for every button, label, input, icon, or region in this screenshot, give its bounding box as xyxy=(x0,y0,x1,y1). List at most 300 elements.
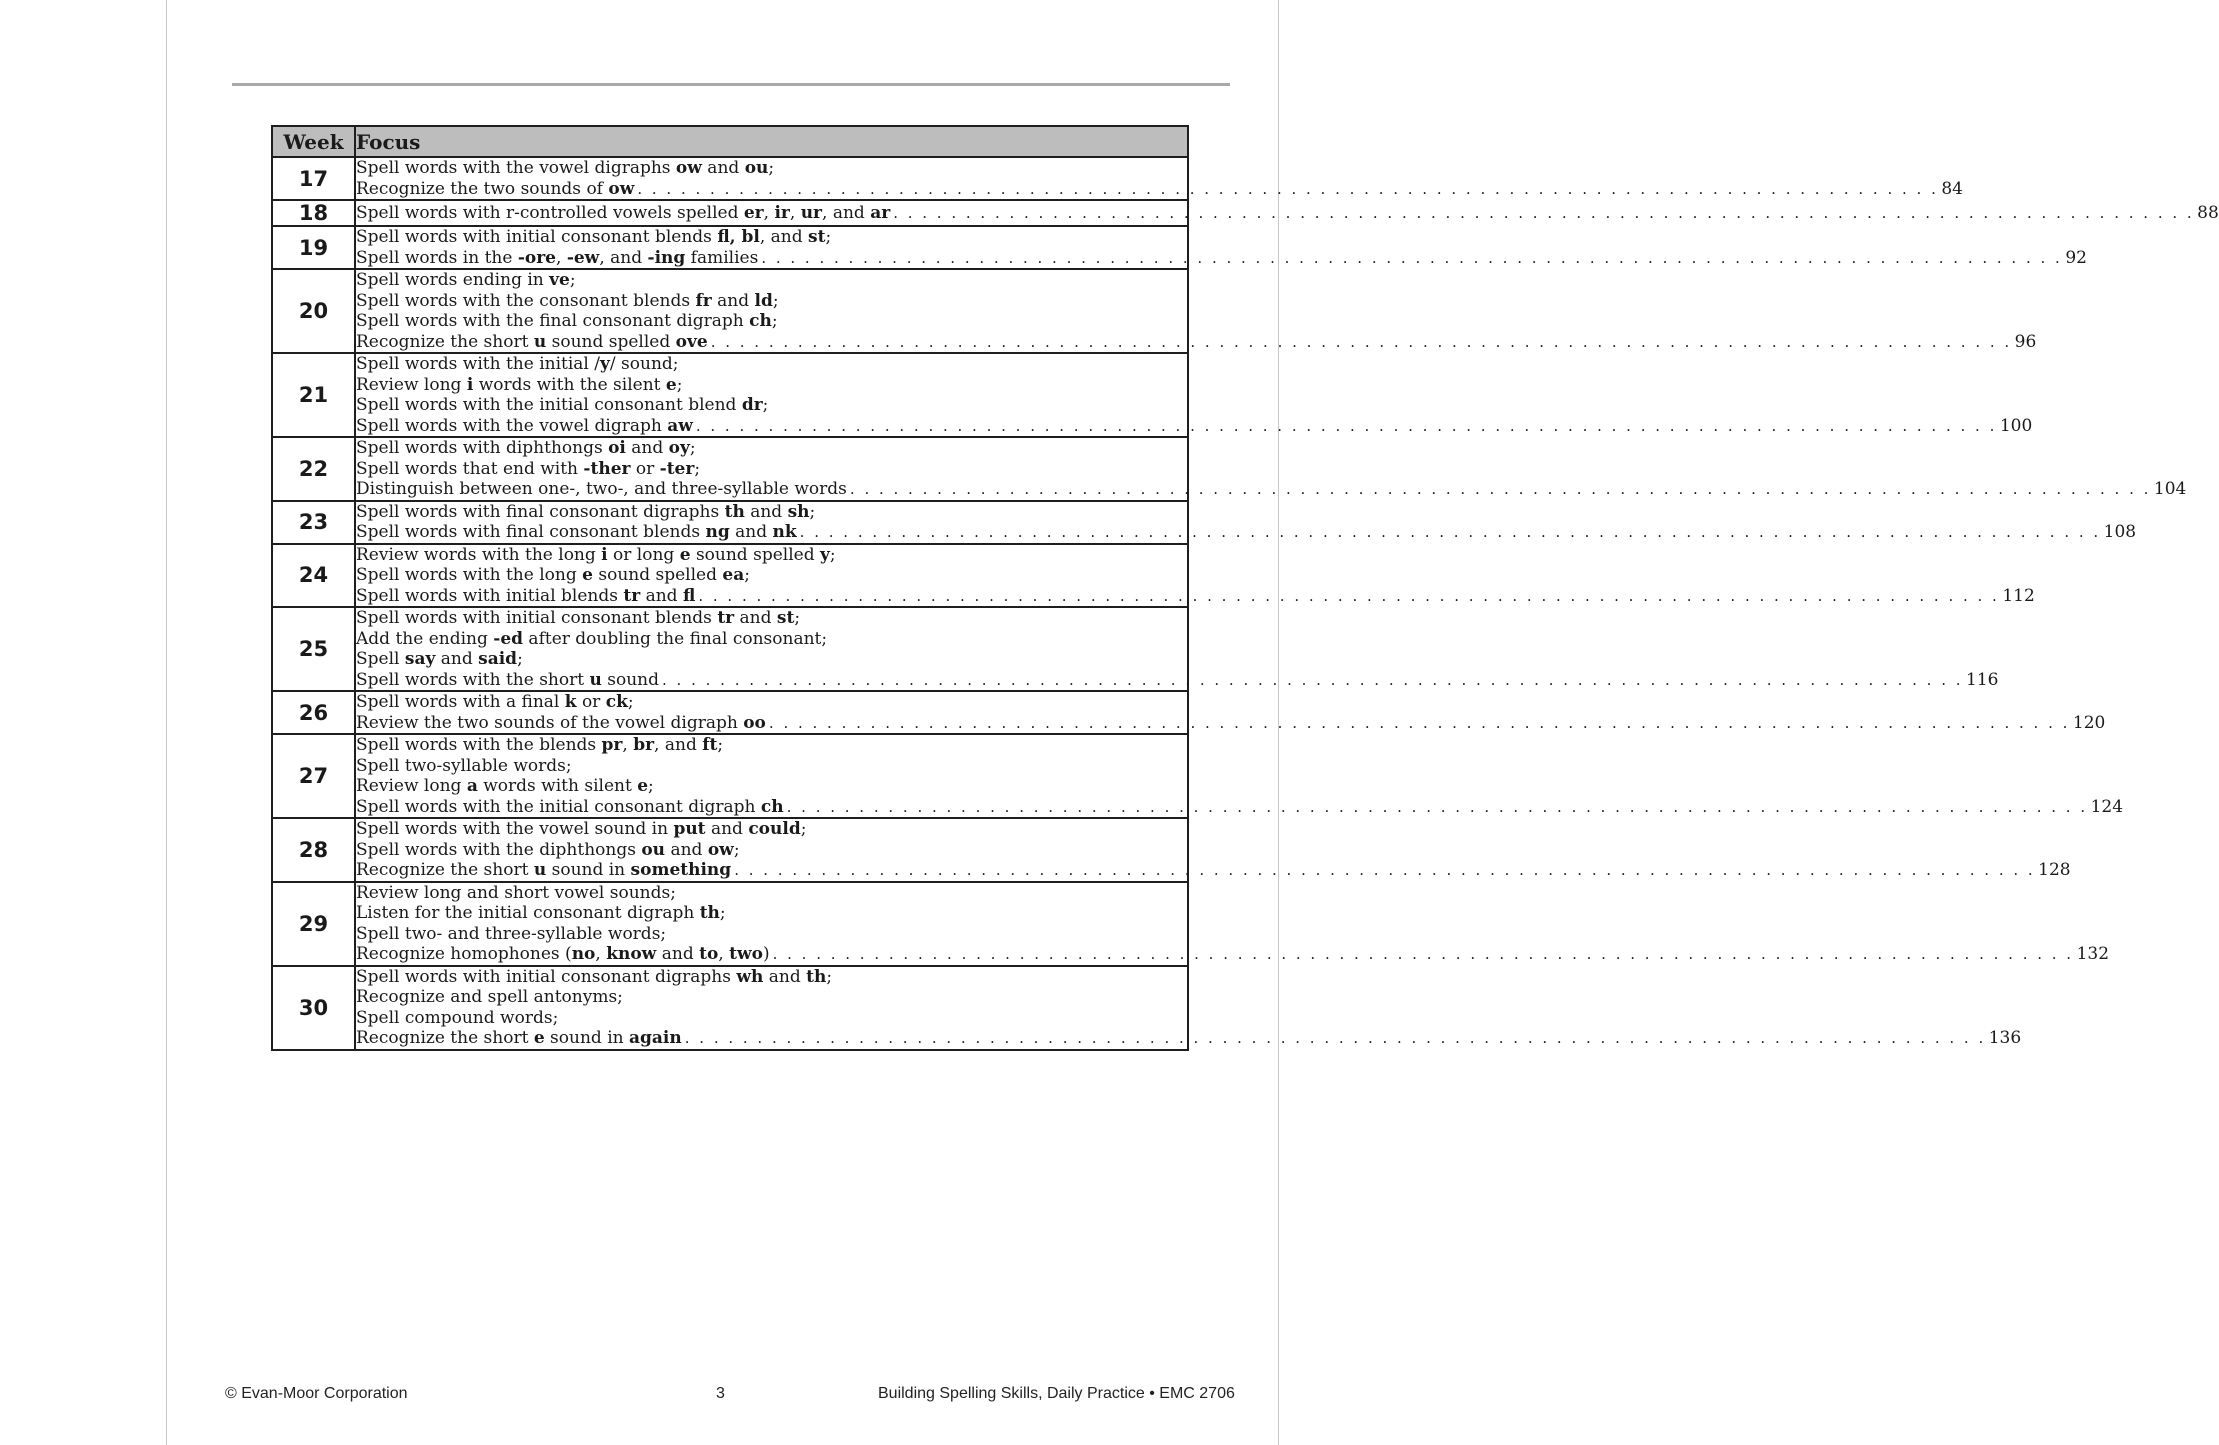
focus-text: , xyxy=(763,202,775,223)
dot-leader: . . . . . . . . . . . . . . . . . . . . . . . . . . . . . . . . . . . . . . . . . . . . . . . . . . . . . . . . . . . . . . . . . . . . . . . . . . . . . . . . . . . . . . . . . . xyxy=(772,945,2074,963)
focus-keyword: ld xyxy=(754,290,773,311)
week-number: 27 xyxy=(272,734,355,818)
focus-keyword: tr xyxy=(623,585,641,606)
focus-text: , and xyxy=(822,202,871,223)
focus-text: Spell words with the initial consonant digraph xyxy=(356,796,761,817)
table-row xyxy=(272,157,1188,200)
focus-text: ; xyxy=(517,649,523,669)
dot-leader: . . . . . . . . . . . . . . . . . . . . . . . . . . . . . . . . . . . . . . . . . . . . . . . . . . . . . . . . . . . . . . . . . . . . . . . . . . . . . . . . . . . . . . . . . . xyxy=(761,248,2063,267)
focus-keyword: ove xyxy=(675,331,708,352)
dot-leader: . . . . . . . . . . . . . . . . . . . . . . . . . . . . . . . . . . . . . . . . . . . . . . . . . . . . . . . . . . . . . . . . . . . . . . . . . . . . . . . . . . . . . . . . . . xyxy=(734,861,2036,879)
top-rule-divider xyxy=(232,83,1230,86)
focus-cell xyxy=(355,882,2110,966)
week-number: 29 xyxy=(272,882,355,966)
focus-text: , xyxy=(622,735,634,755)
focus-text: Spell words with r-controlled vowels spelled xyxy=(356,202,744,223)
focus-line-text xyxy=(356,203,890,224)
focus-keyword: something xyxy=(630,860,732,880)
page-reference: 120 xyxy=(2072,712,2106,733)
focus-line xyxy=(356,395,1187,416)
focus-text: ; xyxy=(627,692,634,712)
table-row xyxy=(272,882,1188,966)
focus-line xyxy=(356,522,2137,543)
focus-keyword: dr xyxy=(741,395,763,415)
focus-text: Spell words with the diphthongs xyxy=(356,839,642,860)
focus-keyword: ur xyxy=(800,202,823,223)
focus-text: Recognize homophones ( xyxy=(356,944,572,964)
footer-book-title: Building Spelling Skills, Daily Practice • EMC 2706 xyxy=(878,1385,1235,1402)
focus-text: Spell words with the initial consonant blend xyxy=(356,395,742,415)
focus-keyword: again xyxy=(629,1028,682,1048)
week-number: 21 xyxy=(272,353,355,437)
focus-text: Recognize the short xyxy=(356,860,534,880)
focus-text: Spell words that end with xyxy=(356,458,584,479)
focus-text: Spell words ending in xyxy=(356,270,550,290)
focus-text: Recognize the short xyxy=(356,331,534,352)
focus-keyword: -ter xyxy=(659,458,695,479)
focus-text: words with the silent xyxy=(473,374,666,395)
dot-leader: . . . . . . . . . . . . . . . . . . . . . . . . . . . . . . . . . . . . . . . . . . . . . . . . . . . . . . . . . . . . . . . . . . . . . . . . . . . . . . . . . . . . . . . . . . xyxy=(786,797,2088,816)
focus-line xyxy=(356,202,2219,224)
week-number: 20 xyxy=(272,269,355,353)
dot-leader: . . . . . . . . . . . . . . . . . . . . . . . . . . . . . . . . . . . . . . . . . . . . . . . . . . . . . . . . . . . . . . . . . . . . . . . . . . . . . . . . . . . . . . . . . . xyxy=(684,1029,1986,1047)
focus-text: ; xyxy=(809,501,816,522)
focus-text: and xyxy=(763,966,807,987)
focus-line xyxy=(356,629,1187,650)
footer-copyright: © Evan-Moor Corporation xyxy=(225,1385,408,1402)
dot-leader: . . . . . . . . . . . . . . . . . . . . . . . . . . . . . . . . . . . . . . . . . . . . . . . . . . . . . . . . . . . . . . . . . . . . . . . . . . . . . . . . . . . . . . . . . . xyxy=(695,416,1997,435)
focus-cell xyxy=(355,818,2071,882)
focus-text: Spell compound words; xyxy=(356,1007,559,1028)
focus-keyword: ng xyxy=(705,522,730,542)
focus-text: ; xyxy=(771,311,778,331)
focus-text: Add the ending xyxy=(356,628,494,649)
focus-line xyxy=(356,270,1187,291)
focus-keyword: could xyxy=(748,819,801,839)
focus-text: and xyxy=(435,649,479,669)
focus-keyword: e xyxy=(533,1028,545,1048)
focus-text: sound spelled xyxy=(592,565,723,585)
page-reference: 100 xyxy=(1999,415,2033,436)
focus-text: Spell words with diphthongs xyxy=(356,438,609,458)
focus-line-text xyxy=(356,586,695,607)
focus-text: Review long xyxy=(356,776,467,796)
focus-keyword: e xyxy=(679,544,691,565)
page-edge-left xyxy=(166,0,167,1445)
page-reference: 116 xyxy=(1966,669,1999,690)
focus-text: Spell words with the final consonant digraph xyxy=(356,311,750,331)
focus-text: ; xyxy=(689,438,696,458)
focus-text: Recognize and spell antonyms; xyxy=(356,987,623,1007)
focus-text: and xyxy=(640,585,683,606)
focus-line-text xyxy=(356,713,766,734)
focus-line xyxy=(356,987,1187,1008)
focus-line xyxy=(356,247,2087,269)
focus-cell xyxy=(355,966,2022,1050)
focus-text: sound spelled xyxy=(690,544,820,565)
focus-keyword: to xyxy=(699,944,719,964)
focus-keyword: -ing xyxy=(647,247,686,268)
page-reference: 88 xyxy=(2197,202,2219,223)
focus-line xyxy=(356,883,1187,904)
focus-line xyxy=(356,903,1187,924)
focus-line xyxy=(356,819,1187,840)
focus-keyword: u xyxy=(533,860,547,880)
focus-keyword: -ed xyxy=(493,628,524,649)
focus-cell xyxy=(355,269,2037,353)
focus-keyword: ow xyxy=(707,839,734,860)
focus-keyword: e xyxy=(582,565,593,585)
focus-text: ; xyxy=(768,158,775,178)
focus-text: , and xyxy=(599,247,648,268)
focus-line xyxy=(356,712,2106,734)
focus-keyword: ou xyxy=(641,839,666,860)
focus-text: , xyxy=(556,247,567,268)
dot-leader: . . . . . . . . . . . . . . . . . . . . . . . . . . . . . . . . . . . . . . . . . . . . . . . . . . . . . . . . . . . . . . . . . . . . . . . . . . . . . . . . . . . . . . . . . . xyxy=(698,586,2000,605)
week-number: 24 xyxy=(272,544,355,608)
focus-keyword: ow xyxy=(675,158,702,178)
focus-text: families xyxy=(685,247,759,268)
focus-keyword: th xyxy=(806,966,827,987)
focus-keyword: fl, bl xyxy=(717,227,760,247)
focus-keyword: ea xyxy=(722,565,745,585)
focus-line xyxy=(356,375,1187,396)
focus-keyword: ou xyxy=(744,158,769,178)
focus-text: ; xyxy=(648,776,654,796)
focus-cell xyxy=(355,157,1963,200)
focus-line-text xyxy=(356,479,847,500)
focus-text: and xyxy=(705,819,749,839)
focus-cell xyxy=(355,353,2033,437)
dot-leader: . . . . . . . . . . . . . . . . . . . . . . . . . . . . . . . . . . . . . . . . . . . . . . . . . . . . . . . . . . . . . . . . . . . . . . . . . . . . . . . . . . . . . . . . . . xyxy=(662,670,1963,689)
focus-text: and xyxy=(734,608,777,628)
dot-leader: . . . . . . . . . . . . . . . . . . . . . . . . . . . . . . . . . . . . . . . . . . . . . . . . . . . . . . . . . . . . . . . . . . . . . . . . . . . . . . . . . . . . . . . . . . xyxy=(637,179,1939,198)
focus-line xyxy=(356,545,1187,566)
dot-leader: . . . . . . . . . . . . . . . . . . . . . . . . . . . . . . . . . . . . . . . . . . . . . . . . . . . . . . . . . . . . . . . . . . . . . . . . . . . . . . . . . . . . . . . . . . xyxy=(768,713,2070,732)
focus-text: ; xyxy=(829,544,836,565)
focus-text: ; xyxy=(825,227,832,247)
focus-text: Spell words with the initial / xyxy=(356,354,601,374)
focus-text: , xyxy=(595,944,607,964)
focus-keyword: -ew xyxy=(566,247,600,268)
focus-cell xyxy=(355,607,1999,691)
focus-text: , xyxy=(718,944,730,964)
week-column-header: Week xyxy=(272,126,355,157)
focus-text: Spell two- and three-syllable words; xyxy=(356,923,667,944)
focus-line xyxy=(356,692,1187,713)
focus-line xyxy=(356,840,1187,861)
focus-keyword: tr xyxy=(717,608,735,628)
focus-text: Spell two-syllable words; xyxy=(356,755,572,776)
focus-line xyxy=(356,860,2071,881)
focus-line-text xyxy=(356,416,693,437)
focus-keyword: oo xyxy=(743,712,766,733)
focus-keyword: y xyxy=(819,544,830,565)
focus-text: Spell words with final consonant blends xyxy=(356,522,706,542)
focus-text: ; xyxy=(772,290,779,311)
focus-cell xyxy=(355,200,2219,226)
focus-keyword: th xyxy=(699,903,720,923)
focus-text: sound in xyxy=(544,1028,629,1048)
focus-keyword: fr xyxy=(695,290,712,311)
focus-text: Recognize the two sounds of xyxy=(356,178,609,199)
table-row xyxy=(272,734,1188,818)
focus-line xyxy=(356,227,1187,248)
page-reference: 92 xyxy=(2065,247,2087,268)
focus-text: ; xyxy=(826,966,833,987)
focus-line xyxy=(356,311,1187,332)
focus-line xyxy=(356,459,1187,480)
focus-text: / sound; xyxy=(609,354,679,374)
focus-keyword: i xyxy=(466,374,474,395)
focus-keyword: two xyxy=(729,944,763,964)
focus-keyword: ar xyxy=(870,202,891,223)
focus-text: ; xyxy=(744,565,750,585)
page-reference: 132 xyxy=(2076,944,2110,964)
focus-keyword: fl xyxy=(682,585,696,606)
focus-text: after doubling the final consonant; xyxy=(523,628,828,649)
table-row xyxy=(272,437,1188,501)
focus-keyword: know xyxy=(606,944,657,964)
focus-keyword: ow xyxy=(608,178,635,199)
weekly-focus-table xyxy=(271,125,2219,1051)
focus-line xyxy=(356,178,1963,200)
table-row xyxy=(272,544,1188,608)
focus-line xyxy=(356,1028,2022,1049)
week-number: 26 xyxy=(272,691,355,734)
focus-text: Review long and short vowel sounds; xyxy=(356,882,676,903)
focus-text: or long xyxy=(607,544,680,565)
focus-text: ; xyxy=(800,819,807,839)
dot-leader: . . . . . . . . . . . . . . . . . . . . . . . . . . . . . . . . . . . . . . . . . . . . . . . . . . . . . . . . . . . . . . . . . . . . . . . . . . . . . . . . . . . . . . . . . . xyxy=(849,480,2151,498)
focus-keyword: ft xyxy=(702,735,718,755)
focus-line-text xyxy=(356,179,634,200)
focus-cell xyxy=(355,691,2106,734)
focus-line xyxy=(356,776,1187,797)
focus-text: ) xyxy=(762,944,770,964)
week-number: 23 xyxy=(272,501,355,544)
focus-keyword: nk xyxy=(772,522,797,542)
focus-keyword: no xyxy=(571,944,596,964)
focus-line xyxy=(356,331,2037,353)
focus-line-text xyxy=(356,522,797,543)
focus-line xyxy=(356,354,1187,375)
focus-line-text xyxy=(356,1028,682,1049)
focus-line xyxy=(356,1008,1187,1029)
focus-line xyxy=(356,649,1187,670)
page-reference: 96 xyxy=(2014,331,2037,352)
focus-text: Spell words with initial consonant blends xyxy=(356,227,718,247)
focus-line-text xyxy=(356,332,708,353)
focus-text: Spell words with initial consonant blends xyxy=(356,608,718,628)
focus-text: , and xyxy=(759,227,809,247)
focus-line xyxy=(356,669,1999,691)
focus-cell xyxy=(355,437,2187,501)
page-reference: 104 xyxy=(2153,479,2187,499)
focus-column-header: Focus xyxy=(355,126,1188,157)
table-row xyxy=(272,966,1188,1050)
page-reference: 108 xyxy=(2103,522,2137,542)
focus-line-text xyxy=(356,797,784,818)
page-reference: 128 xyxy=(2038,860,2071,880)
focus-keyword: u xyxy=(589,669,602,690)
week-number: 28 xyxy=(272,818,355,882)
focus-text: or xyxy=(630,458,660,479)
focus-keyword: i xyxy=(601,544,608,565)
page-reference: 84 xyxy=(1941,178,1963,199)
focus-keyword: e xyxy=(665,374,677,395)
focus-keyword: st xyxy=(776,608,795,628)
focus-keyword: k xyxy=(564,692,577,712)
focus-text: sound spelled xyxy=(546,331,676,352)
focus-text: and xyxy=(656,944,700,964)
focus-text: , and xyxy=(654,735,703,755)
focus-text: Spell words in the xyxy=(356,247,518,268)
focus-keyword: br xyxy=(633,735,655,755)
footer-page-number: 3 xyxy=(716,1385,725,1402)
focus-keyword: a xyxy=(466,776,478,796)
focus-keyword: th xyxy=(724,501,745,522)
focus-text: ; xyxy=(762,395,769,415)
focus-line xyxy=(356,415,2033,437)
dot-leader: . . . . . . . . . . . . . . . . . . . . . . . . . . . . . . . . . . . . . . . . . . . . . . . . . . . . . . . . . . . . . . . . . . . . . . . . . . . . . . . . . . . . . . . . . . xyxy=(893,203,2195,222)
focus-text: and xyxy=(729,522,773,542)
focus-keyword: ch xyxy=(749,311,772,331)
focus-text: Spell words with the blends xyxy=(356,735,602,755)
focus-text: Spell words with a final xyxy=(356,692,565,712)
focus-keyword: say xyxy=(404,649,436,669)
focus-line xyxy=(356,565,1187,586)
focus-line xyxy=(356,291,1187,312)
table-row xyxy=(272,501,1188,544)
focus-text: Spell words with the short xyxy=(356,669,590,690)
focus-keyword: wh xyxy=(736,966,764,987)
focus-text: ; xyxy=(676,374,683,395)
focus-text: words with silent xyxy=(477,776,638,796)
focus-text: Spell words with the vowel digraph xyxy=(356,415,668,436)
table-row xyxy=(272,226,1188,269)
focus-line-text xyxy=(356,944,770,965)
focus-text: Distinguish between one-, two-, and three-syllable words xyxy=(356,479,847,499)
focus-keyword: e xyxy=(637,776,649,796)
week-number: 19 xyxy=(272,226,355,269)
focus-text: ; xyxy=(694,458,701,479)
focus-line xyxy=(356,967,1187,988)
focus-line xyxy=(356,608,1187,629)
focus-keyword: er xyxy=(743,202,764,223)
focus-line-text xyxy=(356,860,731,881)
focus-keyword: oi xyxy=(608,438,626,458)
table-row xyxy=(272,607,1188,691)
table-row xyxy=(272,818,1188,882)
focus-cell xyxy=(355,734,2124,818)
page-reference: 136 xyxy=(1988,1028,2022,1048)
focus-text: Spell words with the vowel sound in xyxy=(356,819,674,839)
focus-text: Spell words with the long xyxy=(356,565,583,585)
focus-text: Review long xyxy=(356,374,467,395)
focus-text: and xyxy=(701,158,745,178)
focus-text: Review the two sounds of the vowel digraph xyxy=(356,712,744,733)
focus-text: ; xyxy=(717,735,724,755)
focus-line xyxy=(356,735,1187,756)
focus-line xyxy=(356,502,1187,523)
focus-cell xyxy=(355,501,2137,544)
focus-line-text xyxy=(356,248,758,269)
week-number: 18 xyxy=(272,200,355,226)
focus-keyword: sh xyxy=(787,501,810,522)
focus-text: and xyxy=(744,501,788,522)
dot-leader: . . . . . . . . . . . . . . . . . . . . . . . . . . . . . . . . . . . . . . . . . . . . . . . . . . . . . . . . . . . . . . . . . . . . . . . . . . . . . . . . . . . . . . . . . . xyxy=(799,523,2101,541)
focus-line xyxy=(356,756,1187,777)
focus-text: Spell words with initial blends xyxy=(356,585,624,606)
focus-line xyxy=(356,944,2110,965)
focus-keyword: y xyxy=(600,354,610,374)
focus-keyword: said xyxy=(478,649,518,669)
focus-keyword: ve xyxy=(549,270,570,290)
focus-text: Spell words with initial consonant digraphs xyxy=(356,966,737,987)
table-row xyxy=(272,353,1188,437)
table-row xyxy=(272,269,1188,353)
focus-keyword: pr xyxy=(601,735,623,755)
focus-keyword: ck xyxy=(605,692,628,712)
focus-line-text xyxy=(356,670,659,691)
focus-text: and xyxy=(665,839,708,860)
focus-cell xyxy=(355,226,2087,269)
focus-text: ; xyxy=(794,608,801,628)
focus-text: Listen for the initial consonant digraph xyxy=(356,903,700,923)
focus-keyword: -ther xyxy=(583,458,631,479)
focus-keyword: st xyxy=(808,227,826,247)
week-number: 17 xyxy=(272,157,355,200)
focus-keyword: u xyxy=(533,331,547,352)
focus-keyword: oy xyxy=(668,438,690,458)
focus-line xyxy=(356,924,1187,945)
focus-keyword: aw xyxy=(667,415,693,436)
focus-line xyxy=(356,479,2187,500)
focus-keyword: ch xyxy=(760,796,784,817)
focus-line xyxy=(356,585,2035,607)
focus-text: Spell words with final consonant digraphs xyxy=(356,501,725,522)
focus-text: or xyxy=(576,692,606,712)
table-row xyxy=(272,691,1188,734)
week-number: 25 xyxy=(272,607,355,691)
focus-keyword: ir xyxy=(774,202,790,223)
focus-line xyxy=(356,438,1187,459)
week-number: 30 xyxy=(272,966,355,1050)
focus-text: Review words with the long xyxy=(356,544,602,565)
focus-text: ; xyxy=(719,903,726,923)
table-body xyxy=(272,157,2219,1050)
focus-text: , xyxy=(789,202,801,223)
focus-text: sound xyxy=(601,669,660,690)
focus-line xyxy=(356,158,1187,179)
table-row xyxy=(272,200,1188,226)
focus-text: and xyxy=(711,290,755,311)
focus-text: sound in xyxy=(546,860,631,880)
dot-leader: . . . . . . . . . . . . . . . . . . . . . . . . . . . . . . . . . . . . . . . . . . . . . . . . . . . . . . . . . . . . . . . . . . . . . . . . . . . . . . . . . . . . . . . . . . xyxy=(710,332,2012,351)
focus-text: ; xyxy=(733,839,740,860)
page-reference: 112 xyxy=(2002,585,2035,606)
focus-line xyxy=(356,796,2124,818)
focus-text: Spell words with the vowel digraphs xyxy=(356,158,676,178)
focus-text: ; xyxy=(569,270,576,290)
week-number: 22 xyxy=(272,437,355,501)
table-header-row xyxy=(272,126,1188,157)
focus-text: Spell xyxy=(356,649,405,669)
focus-text: and xyxy=(625,438,669,458)
focus-text: Recognize the short xyxy=(356,1028,534,1048)
focus-cell xyxy=(355,544,2035,608)
